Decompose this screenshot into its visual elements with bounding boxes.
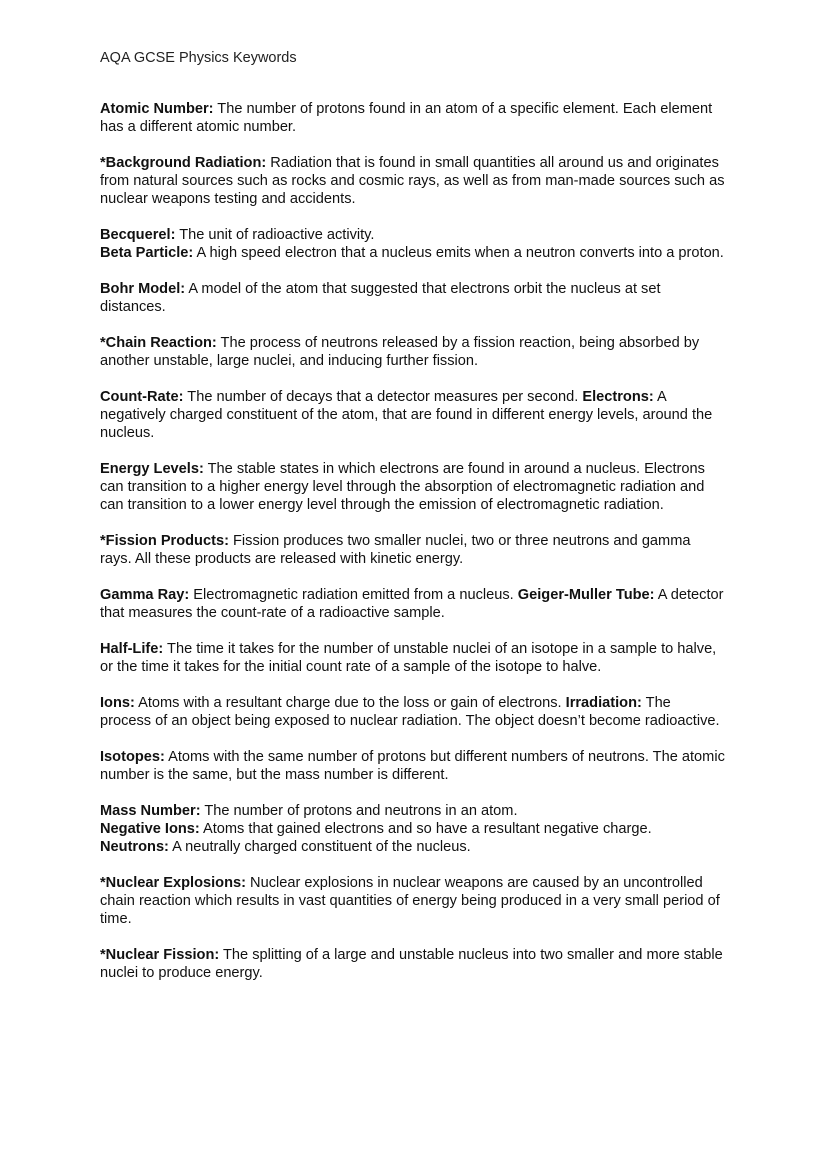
keyword-definition: The process of neutrons released by a fission reaction, being absorbed by another unstable, large nuclei, and inducing further fission.: [100, 335, 700, 369]
keyword-term: Atomic Number:: [100, 101, 214, 117]
keyword-definition: Atoms with a resultant charge due to the loss or gain of electrons.: [134, 695, 566, 711]
keyword-definition: A detector that measures the count-rate of a radioactive sample.: [100, 587, 724, 621]
keyword-definition: Atoms that gained electrons and so have a resultant negative charge.: [199, 821, 652, 837]
keyword-line: [100, 838, 725, 856]
keyword-definition: A negatively charged constituent of the atom, that are found in different energy levels, around the nucleus.: [100, 389, 713, 441]
keyword-paragraph: [100, 460, 725, 514]
keyword-definition: A high speed electron that a nucleus emits when a neutron converts into a proton.: [193, 245, 724, 261]
keyword-definition: The number of decays that a detector measures per second.: [183, 389, 583, 405]
keyword-line: [100, 280, 725, 316]
keyword-definition: A neutrally charged constituent of the nucleus.: [168, 839, 471, 855]
keyword-paragraph: [100, 874, 725, 928]
keyword-paragraph: [100, 586, 725, 622]
keyword-line: [100, 244, 725, 262]
keyword-line: [100, 226, 725, 244]
keyword-list: [100, 100, 725, 1000]
keyword-definition: The splitting of a large and unstable nucleus into two smaller and more stable nuclei to produce energy.: [100, 947, 723, 981]
keyword-definition: The number of protons found in an atom of a specific element. Each element has a different atomic number.: [100, 101, 713, 135]
keyword-line: [100, 946, 725, 982]
keyword-paragraph: [100, 748, 725, 784]
keyword-term: Isotopes:: [100, 749, 165, 765]
keyword-paragraph: [100, 802, 725, 856]
keyword-line: [100, 640, 725, 676]
keyword-term: Beta Particle:: [100, 245, 194, 261]
keyword-term: Ions:: [100, 695, 135, 711]
keyword-line: [100, 748, 725, 784]
keyword-line: [100, 586, 725, 622]
keyword-term: Irradiation:: [565, 695, 642, 711]
keyword-line: [100, 334, 725, 370]
keyword-definition: The number of protons and neutrons in an atom.: [200, 803, 518, 819]
keyword-paragraph: [100, 100, 725, 136]
keyword-line: [100, 694, 725, 730]
document-header: AQA GCSE Physics Keywords: [100, 50, 297, 66]
keyword-definition: Fission produces two smaller nuclei, two or three neutrons and gamma rays. All these products are released with kinetic energy.: [100, 533, 691, 567]
keyword-term: Half-Life:: [100, 641, 164, 657]
keyword-paragraph: [100, 694, 725, 730]
keyword-term: Neutrons:: [100, 839, 169, 855]
keyword-line: [100, 820, 725, 838]
keyword-term: Count-Rate:: [100, 389, 184, 405]
keyword-term: *Background Radiation:: [100, 155, 267, 171]
keyword-paragraph: [100, 280, 725, 316]
keyword-definition: The stable states in which electrons are found in around a nucleus. Electrons can transition to a higher energy level through the absorption of electromagnetic radiation and can transition to a lower energy level through the emission of electromagnetic radiation.: [100, 461, 705, 513]
keyword-line: [100, 154, 725, 208]
keyword-term: Negative Ions:: [100, 821, 200, 837]
keyword-paragraph: [100, 532, 725, 568]
keyword-definition: The unit of radioactive activity.: [175, 227, 375, 243]
keyword-definition: The time it takes for the number of unstable nuclei of an isotope in a sample to halve, or the time it takes for the initial count rate of a sample of the isotope to halve.: [100, 641, 717, 675]
keyword-paragraph: [100, 154, 725, 208]
keyword-term: Gamma Ray:: [100, 587, 190, 603]
keyword-term: *Fission Products:: [100, 533, 229, 549]
keyword-paragraph: [100, 946, 725, 982]
keyword-definition: Electromagnetic radiation emitted from a nucleus.: [189, 587, 518, 603]
keyword-term: Electrons:: [582, 389, 654, 405]
keyword-term: Geiger-Muller Tube:: [517, 587, 655, 603]
keyword-term: *Nuclear Explosions:: [100, 875, 246, 891]
keyword-term: Mass Number:: [100, 803, 201, 819]
keyword-definition: Radiation that is found in small quantities all around us and originates from natural sources such as rocks and cosmic rays, as well as from man-made sources such as nuclear weapons testing and accidents.: [100, 155, 725, 207]
keyword-paragraph: [100, 334, 725, 370]
keyword-paragraph: [100, 388, 725, 442]
keyword-definition: The process of an object being exposed to nuclear radiation. The object doesn’t become radioactive.: [100, 695, 720, 729]
keyword-line: [100, 100, 725, 136]
keyword-paragraph: [100, 226, 725, 262]
keyword-term: *Nuclear Fission:: [100, 947, 220, 963]
keyword-term: *Chain Reaction:: [100, 335, 217, 351]
keyword-definition: Nuclear explosions in nuclear weapons are caused by an uncontrolled chain reaction which results in vast quantities of energy being produced in a very small period of time.: [100, 875, 720, 927]
keyword-line: [100, 802, 725, 820]
keyword-term: Energy Levels:: [100, 461, 204, 477]
keyword-definition: A model of the atom that suggested that electrons orbit the nucleus at set distances.: [100, 281, 661, 315]
keyword-line: [100, 388, 725, 442]
keyword-term: Bohr Model:: [100, 281, 186, 297]
keyword-line: [100, 874, 725, 928]
keyword-term: Becquerel:: [100, 227, 176, 243]
keyword-definition: Atoms with the same number of protons but different numbers of neutrons. The atomic number is the same, but the mass number is different.: [100, 749, 725, 783]
keyword-line: [100, 460, 725, 514]
keyword-line: [100, 532, 725, 568]
keyword-paragraph: [100, 640, 725, 676]
